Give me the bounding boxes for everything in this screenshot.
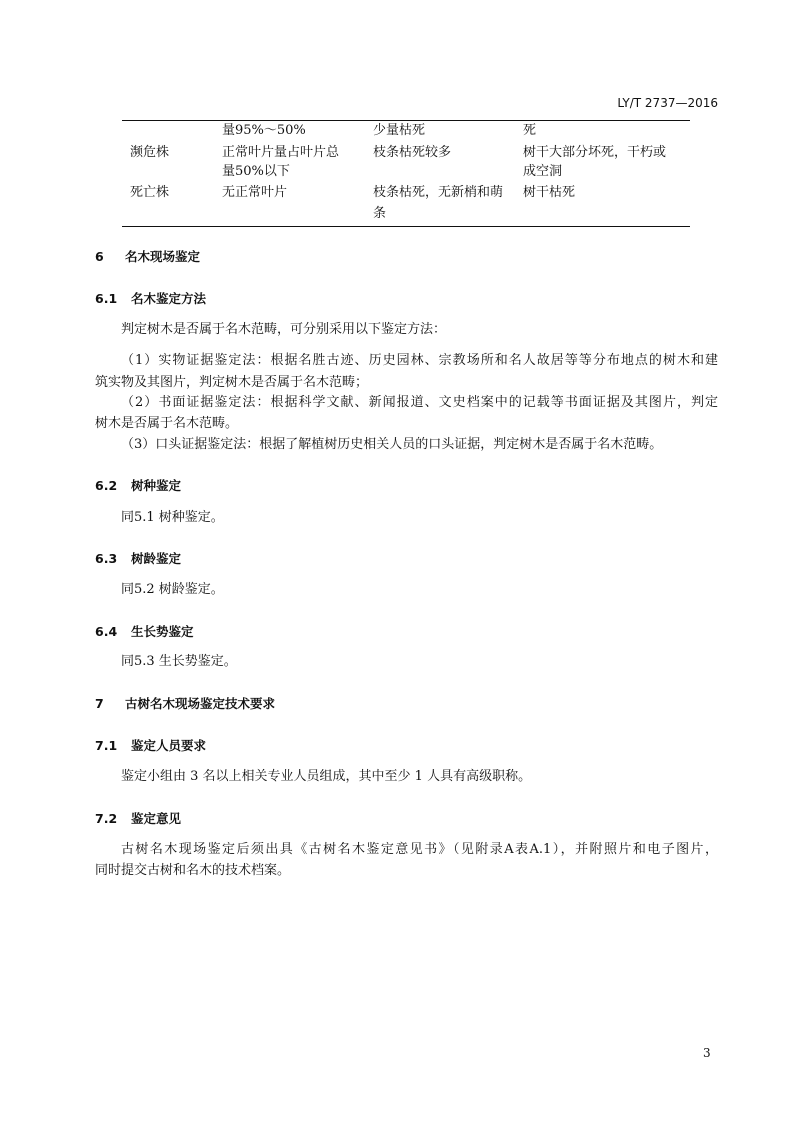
table-cell: 量50%以下 bbox=[222, 164, 290, 179]
table-cell: 濒危株 bbox=[130, 145, 170, 160]
section-title: 名木鉴定方法 bbox=[131, 291, 207, 306]
section-title: 名木现场鉴定 bbox=[125, 249, 201, 264]
table-cell: 枝条枯死较多 bbox=[373, 145, 452, 160]
table-cell: 条 bbox=[373, 206, 387, 221]
paragraph-line: （2）书面证据鉴定法：根据科学文献、新闻报道、文史档案中的记载等书面证据及其图片，判定 bbox=[121, 395, 718, 410]
table-cell: 量95%～50% bbox=[222, 123, 306, 138]
paragraph: 同5.1 树种鉴定。 bbox=[121, 510, 224, 525]
table-cell: 树干枯死 bbox=[523, 185, 576, 200]
table-top-rule bbox=[122, 120, 690, 121]
standard-code-header: LY/T 2737—2016 bbox=[617, 96, 718, 110]
paragraph: 同5.2 树龄鉴定。 bbox=[121, 582, 224, 597]
section-title: 树种鉴定 bbox=[131, 478, 182, 493]
table-cell: 正常叶片量占叶片总 bbox=[222, 145, 340, 160]
table-bottom-rule bbox=[122, 226, 690, 227]
paragraph: 判定树木是否属于名木范畴，可分别采用以下鉴定方法： bbox=[121, 322, 447, 337]
section-number: 6.1 bbox=[95, 291, 118, 306]
section-title: 树龄鉴定 bbox=[131, 551, 182, 566]
section-6-3-heading bbox=[95, 551, 181, 567]
paragraph-line: （1）实物证据鉴定法：根据名胜古迹、历史园林、宗教场所和名人故居等等分布地点的树木和建 bbox=[121, 353, 718, 368]
section-6-1-heading bbox=[95, 291, 206, 307]
section-6-2-heading bbox=[95, 478, 181, 494]
section-7-heading bbox=[95, 696, 275, 712]
section-title: 鉴定人员要求 bbox=[131, 738, 207, 753]
section-6-heading bbox=[95, 249, 200, 265]
paragraph-line: 古树名木现场鉴定后须出具《古树名木鉴定意见书》（见附录A表A.1），并附照片和电子图片， bbox=[121, 842, 718, 857]
table-cell: 成空洞 bbox=[523, 164, 563, 179]
section-number: 6.3 bbox=[95, 551, 118, 566]
section-title: 生长势鉴定 bbox=[131, 624, 194, 639]
table-cell: 少量枯死 bbox=[373, 123, 426, 138]
section-number: 7 bbox=[95, 696, 104, 711]
section-number: 7.2 bbox=[95, 811, 118, 826]
section-7-2-heading bbox=[95, 811, 181, 827]
section-title: 古树名木现场鉴定技术要求 bbox=[125, 696, 276, 711]
section-number: 6.4 bbox=[95, 624, 118, 639]
section-title: 鉴定意见 bbox=[131, 811, 182, 826]
section-number: 6 bbox=[95, 249, 104, 264]
section-number: 6.2 bbox=[95, 478, 118, 493]
section-6-4-heading bbox=[95, 624, 194, 640]
table-cell: 无正常叶片 bbox=[222, 185, 288, 200]
paragraph: 同5.3 生长势鉴定。 bbox=[121, 654, 237, 669]
paragraph-line: 同时提交古树和名木的技术档案。 bbox=[95, 863, 291, 878]
section-number: 7.1 bbox=[95, 738, 118, 753]
table-cell: 死亡株 bbox=[130, 185, 170, 200]
table-cell: 树干大部分坏死，干朽或 bbox=[523, 145, 667, 160]
table-cell: 死 bbox=[523, 123, 537, 138]
paragraph: 鉴定小组由 3 名以上相关专业人员组成，其中至少 1 人具有高级职称。 bbox=[121, 769, 532, 784]
paragraph-line: 树木是否属于名木范畴。 bbox=[95, 416, 239, 431]
paragraph-line: （3）口头证据鉴定法：根据了解植树历史相关人员的口头证据，判定树木是否属于名木范畴。 bbox=[121, 437, 663, 452]
page-number: 3 bbox=[703, 1046, 711, 1060]
section-7-1-heading bbox=[95, 738, 206, 754]
paragraph-line: 筑实物及其图片，判定树木是否属于名木范畴； bbox=[95, 375, 369, 390]
table-cell: 枝条枯死，无新梢和萌 bbox=[373, 185, 504, 200]
